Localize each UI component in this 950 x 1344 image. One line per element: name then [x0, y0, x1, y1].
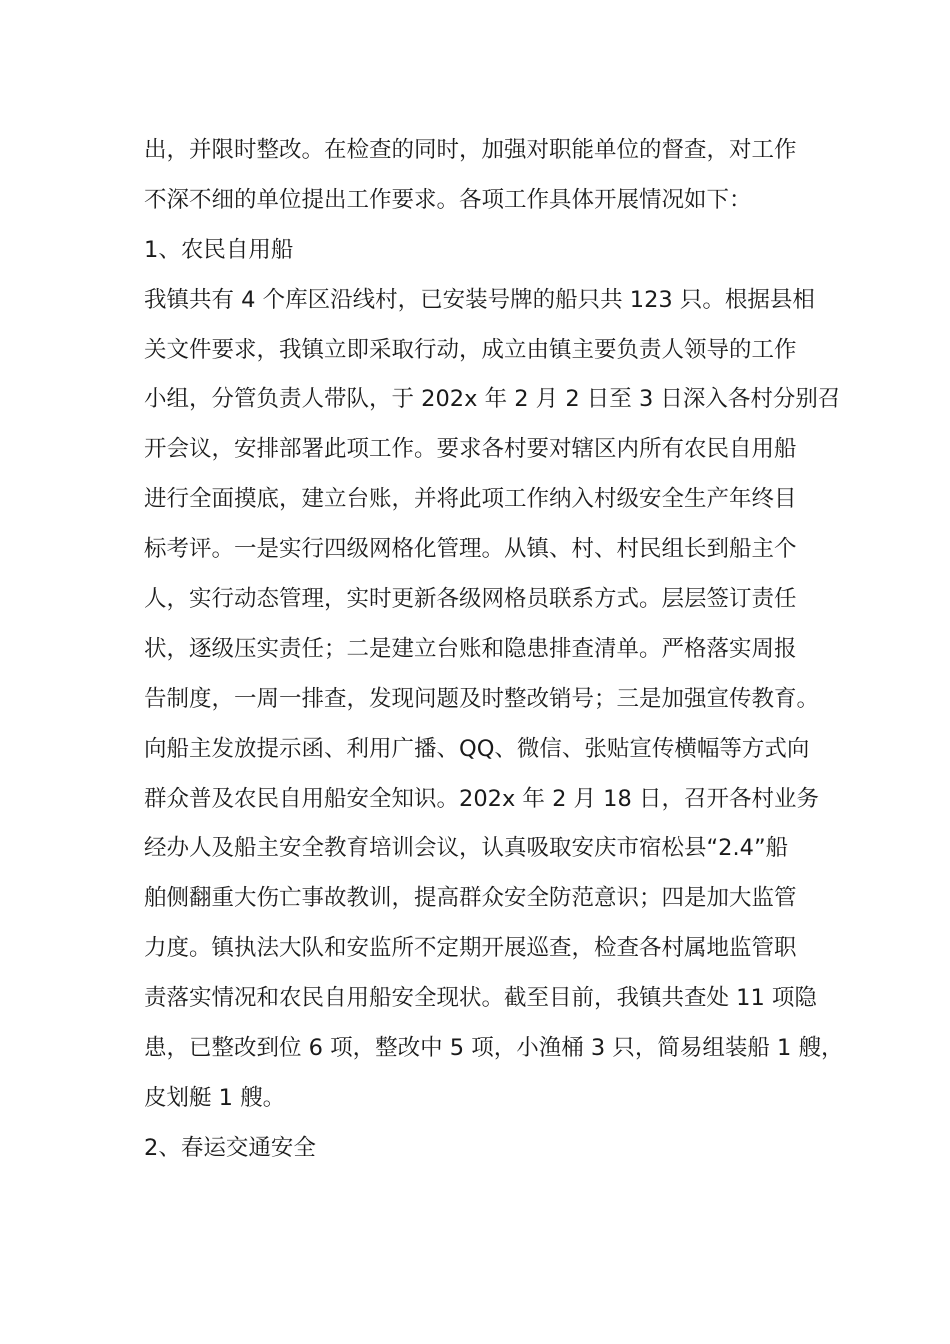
text-line: 患，已整改到位 6 项，整改中 5 项，小渔桶 3 只，简易组装船 1 艘，: [144, 1035, 844, 1062]
text-line: 告制度，一周一排查，发现问题及时整改销号；三是加强宣传教育。: [144, 685, 820, 712]
text-line: 不深不细的单位提出工作要求。各项工作具体开展情况如下：: [144, 186, 752, 213]
text-line: 群众普及农民自用船安全知识。202x 年 2 月 18 日，召开各村业务: [144, 785, 819, 812]
text-line: 进行全面摸底，建立台账，并将此项工作纳入村级安全生产年终目: [144, 486, 797, 513]
text-line: 状，逐级压实责任；二是建立台账和隐患排查清单。严格落实周报: [144, 635, 797, 662]
text-line: 小组，分管负责人带队，于 202x 年 2 月 2 日至 3 日深入各村分别召: [144, 386, 841, 413]
text-line: 关文件要求，我镇立即采取行动，成立由镇主要负责人领导的工作: [144, 336, 797, 363]
text-line: 皮划艇 1 艘。: [144, 1084, 286, 1111]
text-line: 经办人及船主安全教育培训会议，认真吸取安庆市宿松县“2.4”船: [144, 835, 789, 862]
text-line: 向船主发放提示函、利用广播、QQ、微信、张贴宣传横幅等方式向: [144, 735, 810, 762]
section-heading-2: 2、春运交通安全: [144, 1134, 316, 1161]
text-line: 标考评。一是实行四级网格化管理。从镇、村、村民组长到船主个: [144, 536, 797, 563]
text-line: 开会议，安排部署此项工作。要求各村要对辖区内所有农民自用船: [144, 436, 797, 463]
text-line: 责落实情况和农民自用船安全现状。截至目前，我镇共查处 11 项隐: [144, 985, 817, 1012]
text-line: 我镇共有 4 个库区沿线村，已安装号牌的船只共 123 只。根据县相: [144, 286, 815, 313]
text-line: 力度。镇执法大队和安监所不定期开展巡查，检查各村属地监管职: [144, 935, 797, 962]
document-body: [144, 126, 844, 1174]
text-line: 人，实行动态管理，实时更新各级网格员联系方式。层层签订责任: [144, 586, 797, 613]
text-line: 出，并限时整改。在检查的同时，加强对职能单位的督查，对工作: [144, 137, 797, 163]
text-line: 舶侧翻重大伤亡事故教训，提高群众安全防范意识；四是加大监管: [144, 885, 797, 912]
section-heading-1: 1、农民自用船: [144, 236, 294, 263]
